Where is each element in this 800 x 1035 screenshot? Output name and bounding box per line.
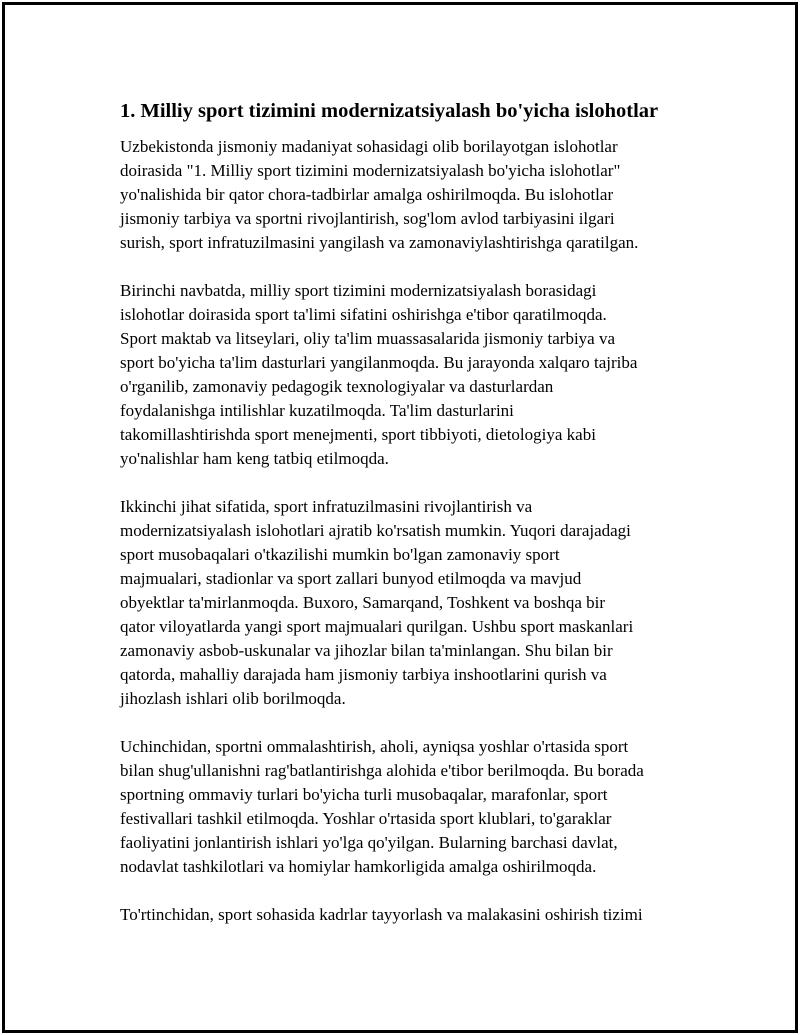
paragraph-line: o'rganilib, zamonaviy pedagogik texnologiyalar va dasturlardan bbox=[120, 377, 554, 396]
paragraph-line: To'rtinchidan, sport sohasida kadrlar tayyorlash va malakasini oshirish tizimi bbox=[120, 905, 643, 924]
paragraph bbox=[120, 135, 700, 255]
paragraph-line: Uchinchidan, sportni ommalashtirish, aholi, ayniqsa yoshlar o'rtasida sport bbox=[120, 737, 629, 756]
paragraph-line: Uzbekistonda jismoniy madaniyat sohasidagi olib borilayotgan islohotlar bbox=[120, 137, 618, 156]
paragraph-line: obyektlar ta'mirlanmoqda. Buxoro, Samarqand, Toshkent va boshqa bir bbox=[120, 593, 606, 612]
paragraph-line: Sport maktab va litseylari, oliy ta'lim muassasalarida jismoniy tarbiya va bbox=[120, 329, 616, 348]
paragraph-line: nodavlat tashkilotlari va homiylar hamkorligida amalga oshirilmoqda. bbox=[120, 857, 597, 876]
paragraph bbox=[120, 735, 700, 879]
paragraph-line: modernizatsiyalash islohotlari ajratib ko'rsatish mumkin. Yuqori darajadagi bbox=[120, 521, 631, 540]
paragraph-line: sportning ommaviy turlari bo'yicha turli musobaqalar, marafonlar, sport bbox=[120, 785, 608, 804]
paragraph bbox=[120, 279, 700, 471]
paragraph-line: qatorda, mahalliy darajada ham jismoniy tarbiya inshootlarini qurish va bbox=[120, 665, 607, 684]
paragraph-line: Ikkinchi jihat sifatida, sport infratuzilmasini rivojlantirish va bbox=[120, 497, 533, 516]
paragraph-line: surish, sport infratuzilmasini yangilash va zamonaviylashtirishga qaratilgan. bbox=[120, 233, 639, 252]
document-page bbox=[2, 2, 798, 1033]
paragraph bbox=[120, 495, 700, 711]
paragraph-line: qator viloyatlarda yangi sport majmualari qurilgan. Ushbu sport maskanlari bbox=[120, 617, 634, 636]
paragraph-line: majmualari, stadionlar va sport zallari bunyod etilmoqda va mavjud bbox=[120, 569, 582, 588]
paragraph bbox=[120, 903, 700, 927]
paragraph-line: zamonaviy asbob-uskunalar va jihozlar bilan ta'minlangan. Shu bilan bir bbox=[120, 641, 613, 660]
paragraph-line: bilan shug'ullanishni rag'batlantirishga alohida e'tibor berilmoqda. Bu borada bbox=[120, 761, 644, 780]
paragraph-line: sport musobaqalari o'tkazilishi mumkin bo'lgan zamonaviy sport bbox=[120, 545, 560, 564]
paragraph-line: doirasida "1. Milliy sport tizimini modernizatsiyalash bo'yicha islohotlar" bbox=[120, 161, 621, 180]
paragraph-line: festivallari tashkil etilmoqda. Yoshlar o'rtasida sport klublari, to'garaklar bbox=[120, 809, 612, 828]
paragraph-line: foydalanishga intilishlar kuzatilmoqda. Ta'lim dasturlarini bbox=[120, 401, 514, 420]
paragraph-line: takomillashtirishda sport menejmenti, sport tibbiyoti, dietologiya kabi bbox=[120, 425, 596, 444]
document-body bbox=[120, 97, 700, 951]
paragraph-line: faoliyatini jonlantirish ishlari yo'lga qo'yilgan. Bularning barchasi davlat, bbox=[120, 833, 618, 852]
paragraph-line: sport bo'yicha ta'lim dasturlari yangilanmoqda. Bu jarayonda xalqaro tajriba bbox=[120, 353, 638, 372]
paragraph-line: yo'nalishida bir qator chora-tadbirlar amalga oshirilmoqda. Bu islohotlar bbox=[120, 185, 614, 204]
paragraph-list bbox=[120, 135, 700, 927]
paragraph-line: jihozlash ishlari olib borilmoqda. bbox=[120, 689, 346, 708]
paragraph-line: islohotlar doirasida sport ta'limi sifatini oshirishga e'tibor qaratilmoqda. bbox=[120, 305, 607, 324]
paragraph-line: jismoniy tarbiya va sportni rivojlantirish, sog'lom avlod tarbiyasini ilgari bbox=[120, 209, 615, 228]
document-title: 1. Milliy sport tizimini modernizatsiyalash bo'yicha islohotlar bbox=[120, 100, 659, 122]
paragraph-line: yo'nalishlar ham keng tatbiq etilmoqda. bbox=[120, 449, 389, 468]
paragraph-line: Birinchi navbatda, milliy sport tizimini modernizatsiyalash borasidagi bbox=[120, 281, 597, 300]
